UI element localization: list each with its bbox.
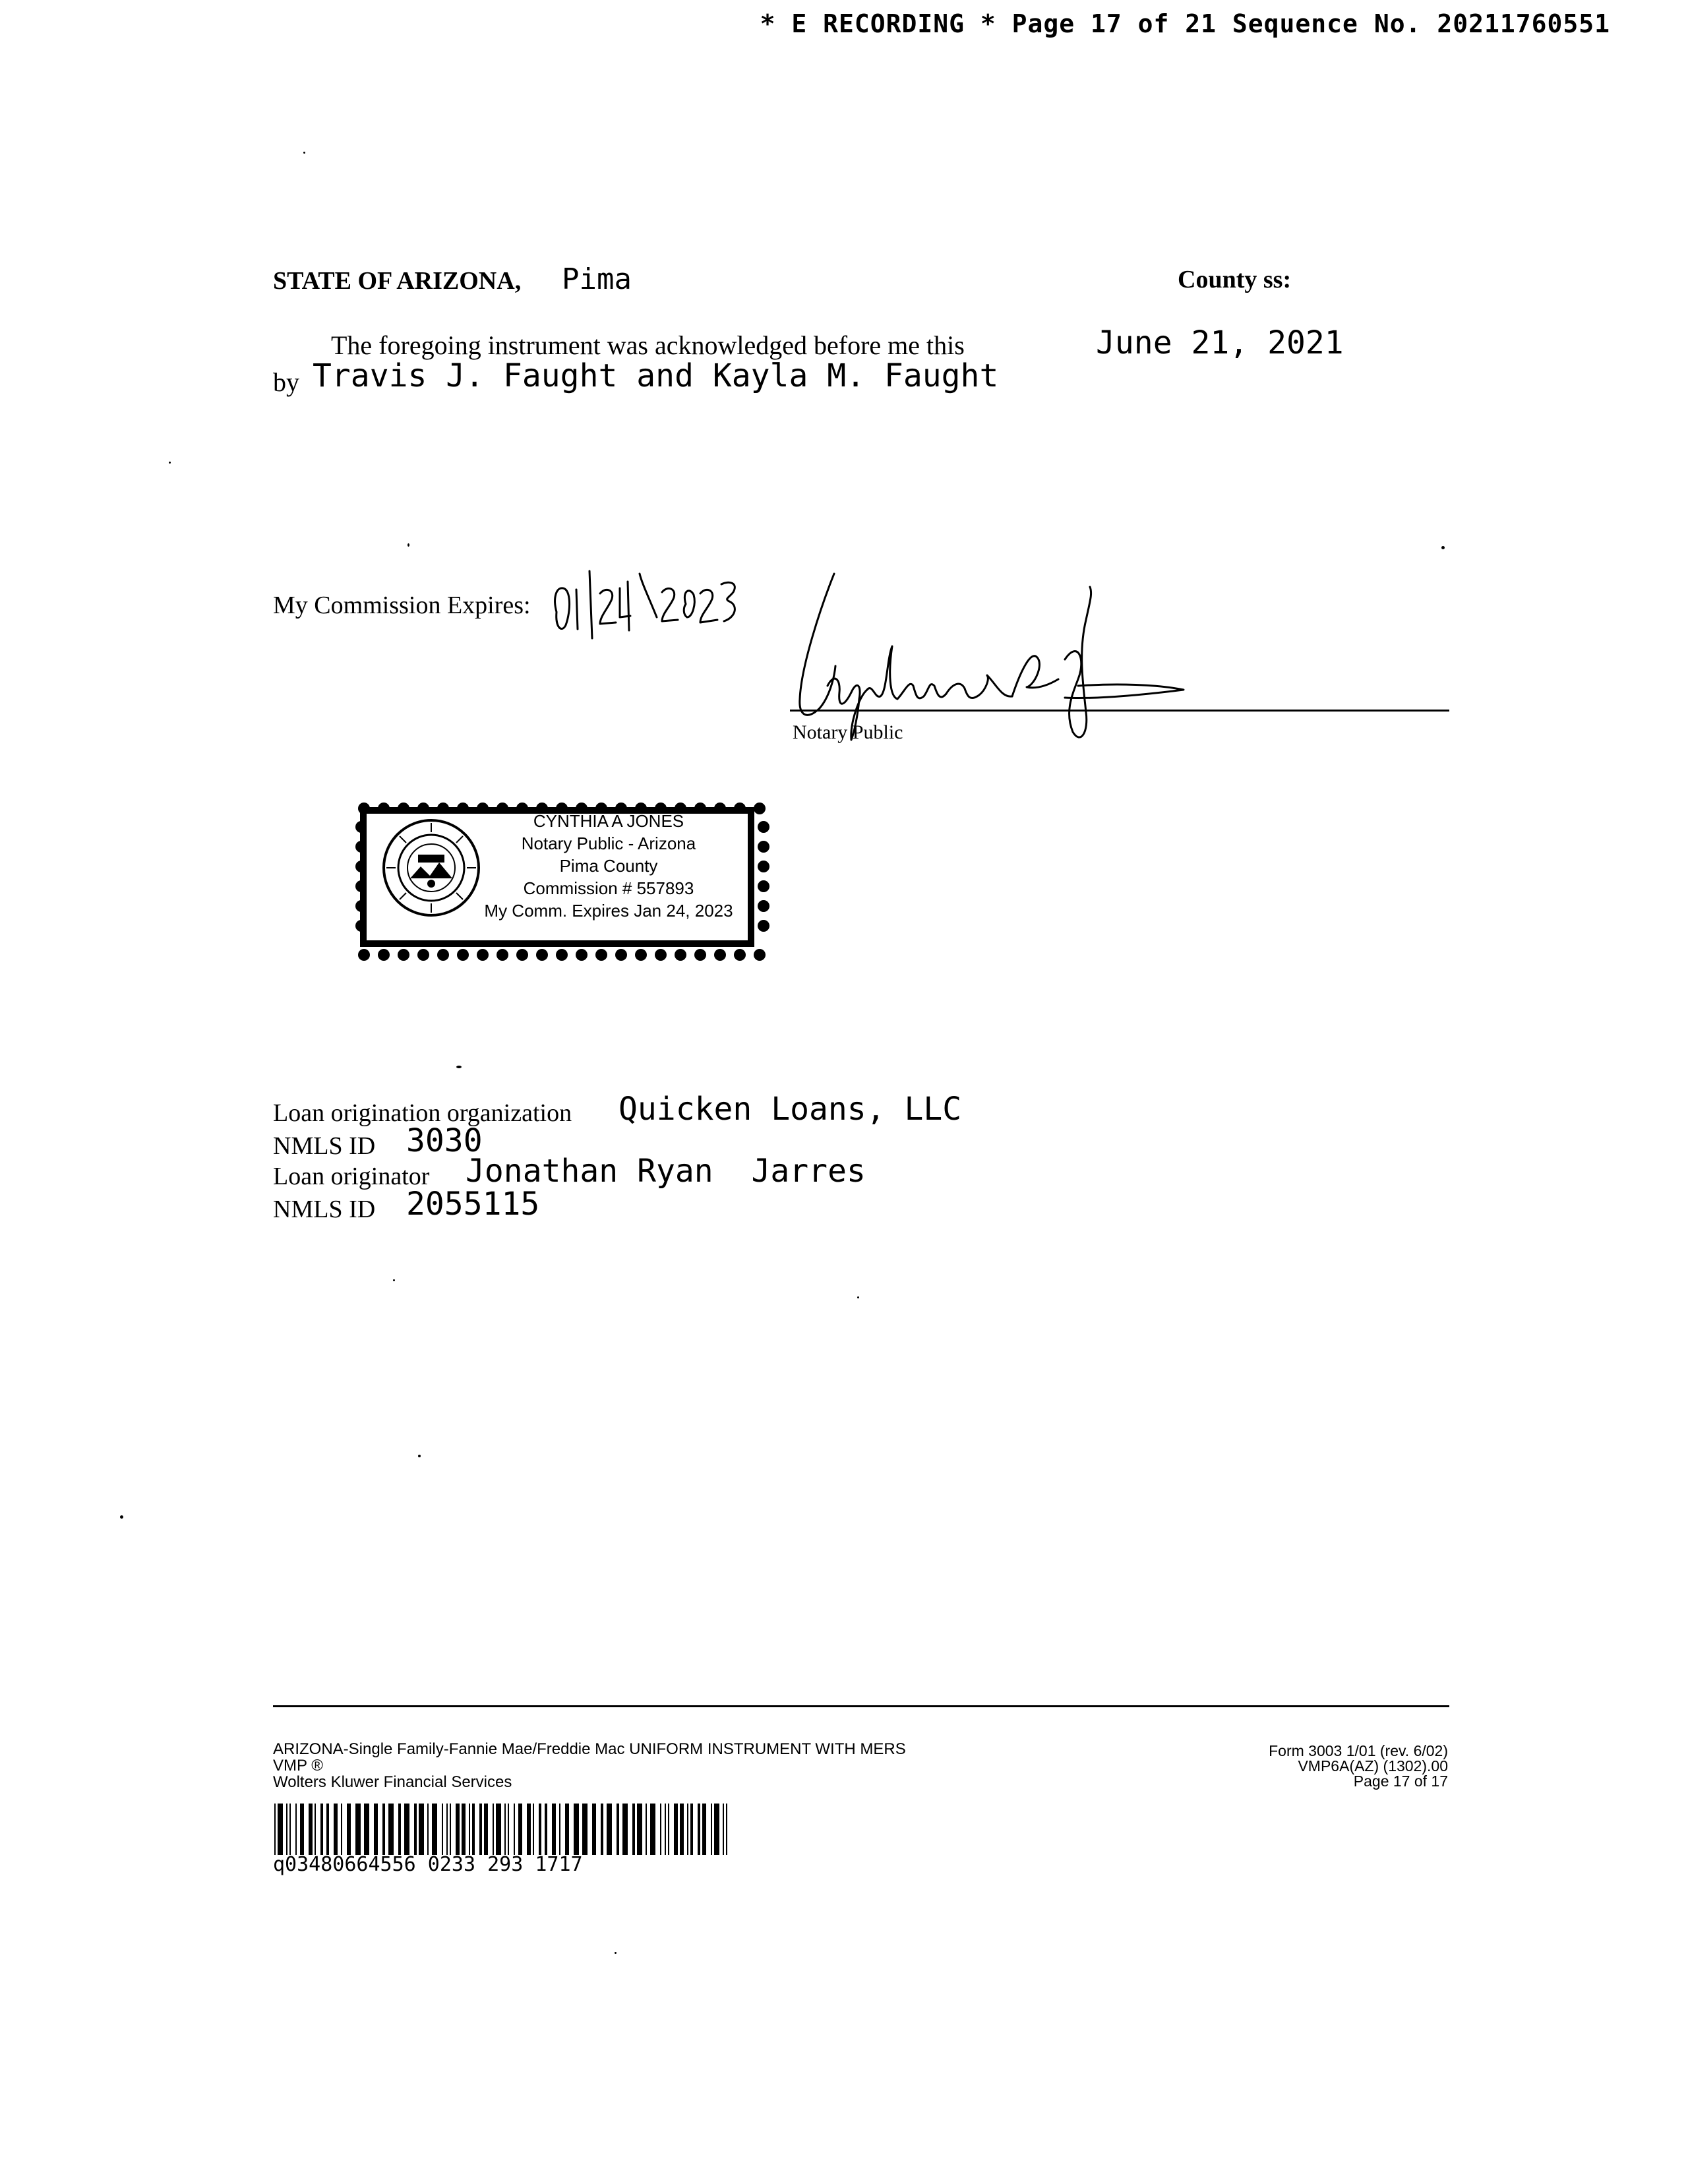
scan-speck	[615, 1952, 617, 1954]
state-label: STATE OF ARIZONA,	[273, 267, 522, 295]
stamp-notary-name: CYNTHIA A JONES	[533, 811, 684, 831]
state-seal-icon	[378, 815, 484, 921]
scan-speck	[418, 1455, 421, 1457]
scan-speck	[120, 1515, 123, 1519]
footer-publisher: Wolters Kluwer Financial Services	[273, 1773, 512, 1791]
org-nmls-value: 3030	[406, 1122, 483, 1159]
barcode	[273, 1804, 731, 1855]
scan-speck	[407, 543, 409, 547]
commission-expires-label: My Commission Expires:	[273, 592, 531, 619]
stamp-notary-title: Notary Public - Arizona	[521, 834, 696, 853]
scan-speck	[169, 462, 171, 464]
county-name: Pima	[562, 262, 632, 296]
acknowledgment-text: The foregoing instrument was acknowledged before me this	[331, 330, 965, 360]
stamp-text-block	[480, 810, 737, 922]
stamp-commission-number: Commission # 557893	[523, 878, 694, 898]
scan-speck	[456, 1066, 462, 1068]
footer-vmp-code: VMP6A(AZ) (1302).00	[1298, 1757, 1448, 1774]
originator-nmls-value: 2055115	[406, 1186, 540, 1223]
loan-origination-org-label: Loan origination organization	[273, 1099, 572, 1127]
loan-origination-org-value: Quicken Loans, LLC	[618, 1091, 962, 1128]
loan-originator-value: Jonathan Ryan Jarres	[466, 1153, 866, 1190]
footer-form-info	[1269, 1744, 1448, 1789]
originator-nmls-label: NMLS ID	[273, 1196, 376, 1223]
county-ss-label: County ss:	[1178, 266, 1292, 293]
notary-public-label: Notary Public	[793, 721, 903, 743]
loan-originator-label: Loan originator	[273, 1163, 430, 1190]
scan-speck	[1441, 546, 1445, 549]
notary-stamp	[355, 801, 770, 963]
footer-form-number: Form 3003 1/01 (rev. 6/02)	[1269, 1742, 1448, 1759]
stamp-county: Pima County	[559, 856, 658, 876]
org-nmls-label: NMLS ID	[273, 1132, 376, 1160]
footer-vmp: VMP ®	[273, 1757, 323, 1774]
signer-names: Travis J. Faught and Kayla M. Faught	[313, 357, 999, 394]
barcode-number: q03480664556 0233 293 1717	[273, 1853, 583, 1876]
signature-line	[790, 710, 1449, 712]
stamp-expiration: My Comm. Expires Jan 24, 2023	[484, 901, 733, 921]
footer-page-number: Page 17 of 17	[1353, 1773, 1448, 1790]
footer-rule	[273, 1705, 1449, 1707]
recording-header: * E RECORDING * Page 17 of 21 Sequence No. 20211760551	[760, 9, 1610, 38]
by-label: by	[273, 367, 299, 397]
scan-speck	[393, 1279, 395, 1281]
acknowledgment-date: June 21, 2021	[1096, 324, 1344, 361]
footer-instrument-title: ARIZONA-Single Family-Fannie Mae/Freddie Mac UNIFORM INSTRUMENT WITH MERS	[273, 1740, 906, 1758]
footer-instrument-info	[273, 1741, 906, 1790]
scan-speck	[857, 1296, 859, 1298]
handwritten-commission-date	[551, 564, 762, 644]
scan-speck	[303, 152, 305, 154]
